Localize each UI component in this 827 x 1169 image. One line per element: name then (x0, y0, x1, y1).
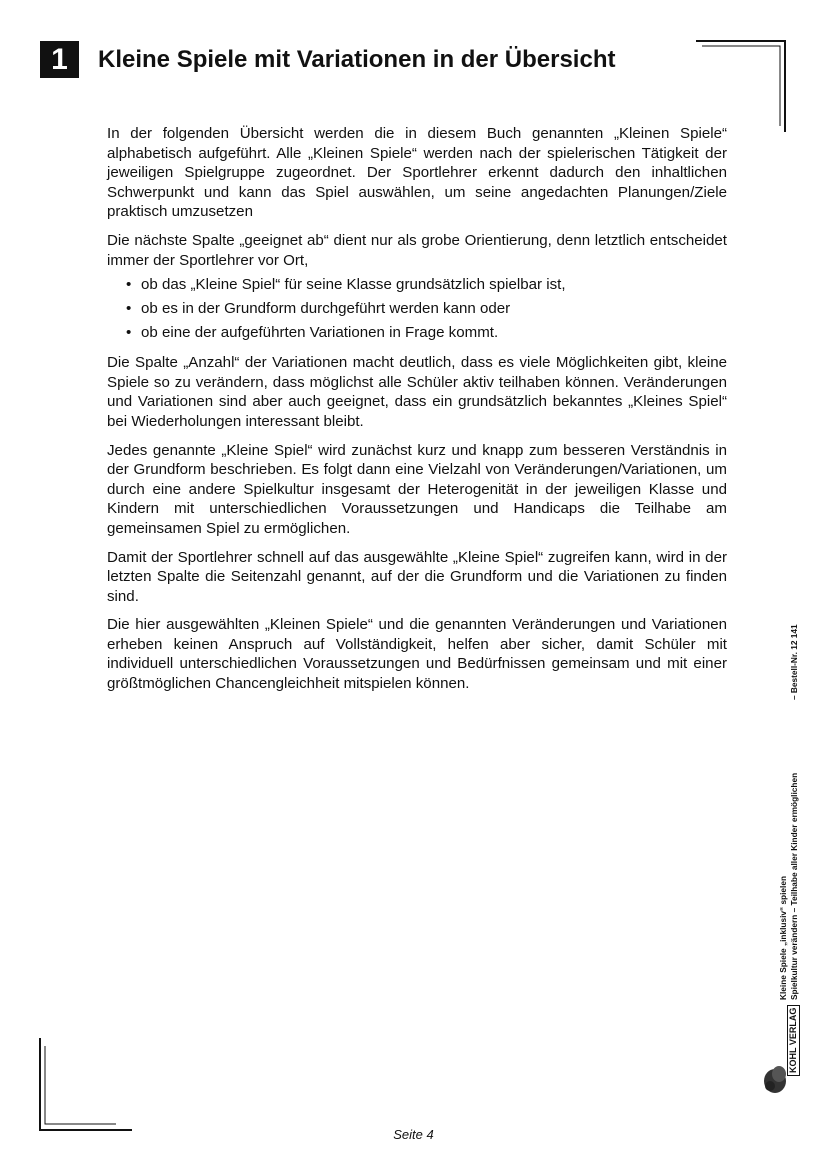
paragraph-page-reference: Damit der Sportlehrer schnell auf das ausgewählte „Kleine Spiel“ zugreifen kann, wird in der letzten Spalte die Seitenzahl genannt, auf der die Grundform und die Variationen zu finden sind. (107, 548, 727, 605)
list-item-text: ob es in der Grundform durchgeführt werden kann oder (141, 300, 511, 318)
page-number: Seite 4 (393, 1127, 434, 1142)
bullet-icon: • (126, 276, 132, 294)
order-number (778, 624, 800, 700)
list-item (126, 321, 727, 345)
chapter-number-box: 1 (40, 41, 79, 78)
bullet-list (107, 273, 727, 345)
book-title-sidebar (778, 773, 800, 1000)
bottom-left-corner-decoration (38, 1038, 132, 1132)
body-text (107, 124, 727, 703)
publisher-logo-text: KOHL VERLAG (787, 1005, 800, 1076)
paragraph-suitable-from: Die nächste Spalte „geeignet ab“ dient nur als grobe Orientierung, denn letztlich entscheidet immer der Sportlehrer vor Ort, (107, 231, 727, 269)
list-item-text: ob eine der aufgeführten Variationen in Frage kommt. (141, 324, 499, 342)
publisher-logo-icon (762, 1062, 790, 1096)
paragraph-intro: In der folgenden Übersicht werden die in diesem Buch genannten „Kleinen Spiele“ alphabetisch aufgeführt. Alle „Kleinen Spiele“ werden nach der spielerischen Tätigkeit der jeweiligen Spielgruppe zugeordnet. Der Sportlehrer erkennt dadurch den inhaltlichen Schwerpunkt und kann das Spiel auswählen, um seine angedachten Planungen/Ziele praktisch umzusetzen (107, 125, 727, 221)
list-item (126, 273, 727, 297)
bullet-icon: • (126, 300, 132, 318)
top-right-corner-decoration (696, 40, 788, 132)
paragraph-description: Jedes genannte „Kleine Spiel“ wird zunächst kurz und knapp zum besseren Verständnis in der Grundform beschrieben. Es folgt dann eine Vielzahl von Veränderungen/Variationen, um durch eine andere Spielkultur insgesamt der Heterogenität in der jeweiligen Klasse und Kindern mit unterschiedlichen Voraussetzungen und Handicaps die Teilhabe am gemeinsamen Spiel zu ermöglichen. (107, 441, 727, 537)
bullet-icon: • (126, 324, 132, 342)
paragraph-closing: Die hier ausgewählten „Kleinen Spiele“ und die genannten Veränderungen und Variationen erheben keinen Anspruch auf Vollständigkeit, helfen aber sicher, damit Schüler mit individuell unterschiedlichen Voraussetzungen und Bedürfnissen gemeinsam und mit einer größtmöglichen Chancengleichheit mitspielen können. (107, 616, 727, 693)
paragraph-count: Die Spalte „Anzahl“ der Variationen macht deutlich, dass es viele Möglichkeiten gibt, kleine Spiele so zu verändern, dass möglichst alle Schüler aktiv teilhaben können. Veränderungen und Variationen sind aber auch geeignet, dass ein grundsätzlich bekanntes „Kleines Spiel“ bei Wiederholungen interessant bleibt. (107, 354, 727, 430)
list-item-text: ob das „Kleine Spiel“ für seine Klasse grundsätzlich spielbar ist, (141, 276, 566, 294)
list-item (126, 297, 727, 321)
order-number-text: – Bestell-Nr. 12 141 (789, 624, 799, 700)
book-title-line: Kleine Spiele „inklusiv“ spielen (778, 875, 788, 1000)
book-subtitle-line: Spielkultur verändern – Teilhabe aller Kinder ermöglichen (789, 772, 799, 1000)
page-title: Kleine Spiele mit Variationen in der Übersicht (98, 46, 616, 73)
